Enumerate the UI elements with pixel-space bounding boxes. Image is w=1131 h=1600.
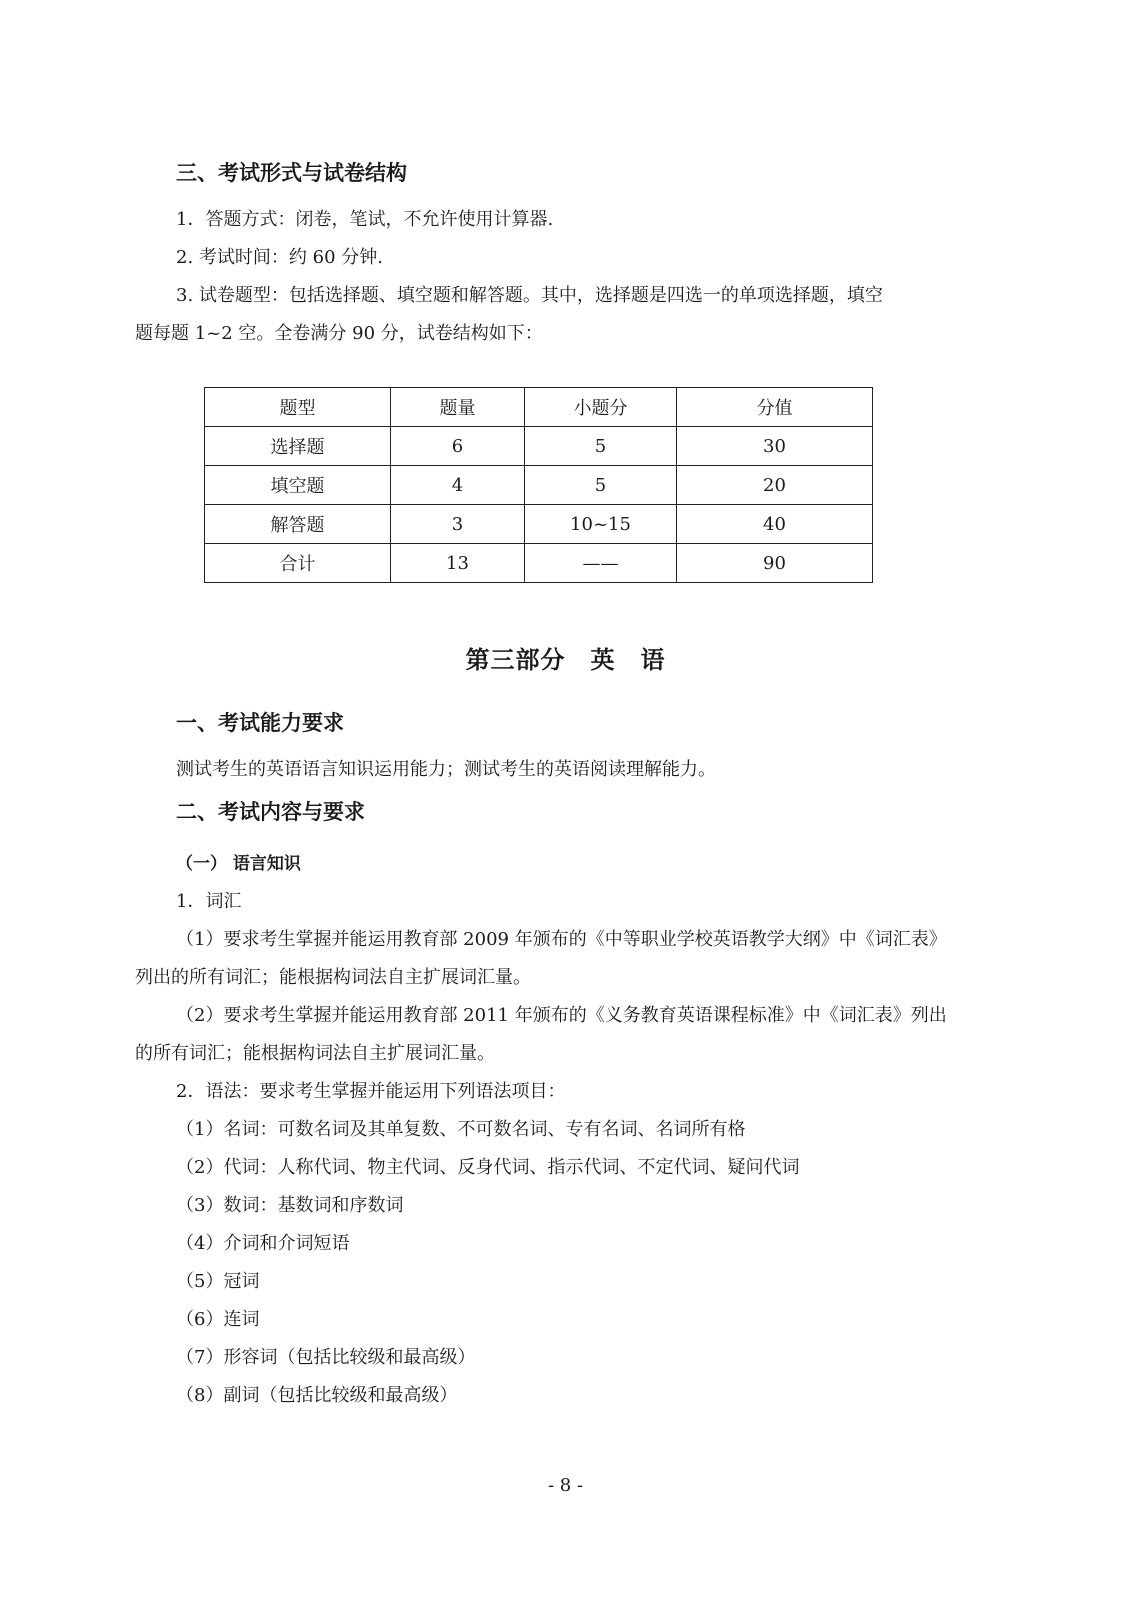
subsection-language-knowledge: （一） 语言知识 — [176, 854, 301, 874]
exam-time-line: 2. 考试时间：约 60 分钟. — [176, 247, 383, 268]
table-row — [205, 427, 873, 466]
table-cell: 6 — [391, 427, 525, 466]
table-cell: 30 — [677, 427, 873, 466]
vocabulary-item-1-line-1: （1）要求考生掌握并能运用教育部 2009 年颁布的《中等职业学校英语教学大纲》中《词汇表》 — [176, 929, 947, 950]
table-cell: 5 — [525, 466, 677, 505]
table-cell: 10~15 — [525, 505, 677, 544]
exam-structure-table — [204, 387, 873, 583]
table-cell: 4 — [391, 466, 525, 505]
section-heading-ability: 一、考试能力要求 — [176, 711, 344, 735]
table-header-cell: 小题分 — [525, 388, 677, 427]
grammar-item: （8）副词（包括比较级和最高级） — [176, 1385, 458, 1406]
grammar-item: （1）名词：可数名词及其单复数、不可数名词、专有名词、名词所有格 — [176, 1119, 746, 1140]
section-heading-content: 二、考试内容与要求 — [176, 800, 365, 824]
grammar-item: （6）连词 — [176, 1309, 260, 1330]
table-cell: 40 — [677, 505, 873, 544]
question-types-line-1: 3. 试卷题型：包括选择题、填空题和解答题。其中，选择题是四选一的单项选择题，填空 — [176, 285, 883, 306]
grammar-item: （4）介词和介词短语 — [176, 1233, 350, 1254]
table-cell: 20 — [677, 466, 873, 505]
table-header-cell: 题型 — [205, 388, 391, 427]
grammar-item: （7）形容词（包括比较级和最高级） — [176, 1347, 476, 1368]
page-number: - 8 - — [547, 1475, 584, 1496]
grammar-item: （5）冠词 — [176, 1271, 260, 1292]
table-cell: 合计 — [205, 544, 391, 583]
question-types-line-2: 题每题 1~2 空。全卷满分 90 分，试卷结构如下： — [135, 323, 543, 344]
vocabulary-item-2-line-1: （2）要求考生掌握并能运用教育部 2011 年颁布的《义务教育英语课程标准》中《词汇表》列出 — [176, 1005, 947, 1026]
grammar-item: （2）代词：人称代词、物主代词、反身代词、指示代词、不定代词、疑问代词 — [176, 1157, 800, 1178]
table-cell: 3 — [391, 505, 525, 544]
table-cell: 90 — [677, 544, 873, 583]
table-header-row — [205, 388, 873, 427]
table-cell: 13 — [391, 544, 525, 583]
table-row — [205, 544, 873, 583]
table-row — [205, 466, 873, 505]
grammar-item: （3）数词：基数词和序数词 — [176, 1195, 404, 1216]
table-row — [205, 505, 873, 544]
table-header-cell: 分值 — [677, 388, 873, 427]
part-title: 第三部分 英 语 — [465, 646, 666, 674]
table-cell: 选择题 — [205, 427, 391, 466]
vocabulary-title: 1．词汇 — [176, 891, 242, 912]
table-cell: 解答题 — [205, 505, 391, 544]
table-cell: —— — [525, 544, 677, 583]
grammar-title: 2．语法：要求考生掌握并能运用下列语法项目： — [176, 1081, 566, 1102]
table-header-cell: 题量 — [391, 388, 525, 427]
vocabulary-item-2-line-2: 的所有词汇；能根据构词法自主扩展词汇量。 — [135, 1043, 495, 1064]
ability-text: 测试考生的英语语言知识运用能力；测试考生的英语阅读理解能力。 — [176, 759, 716, 780]
section-heading-exam-format: 三、考试形式与试卷结构 — [176, 161, 407, 185]
table-cell: 填空题 — [205, 466, 391, 505]
table-cell: 5 — [525, 427, 677, 466]
answer-method-line: 1．答题方式：闭卷，笔试，不允许使用计算器. — [176, 209, 554, 230]
vocabulary-item-1-line-2: 列出的所有词汇；能根据构词法自主扩展词汇量。 — [135, 967, 531, 988]
